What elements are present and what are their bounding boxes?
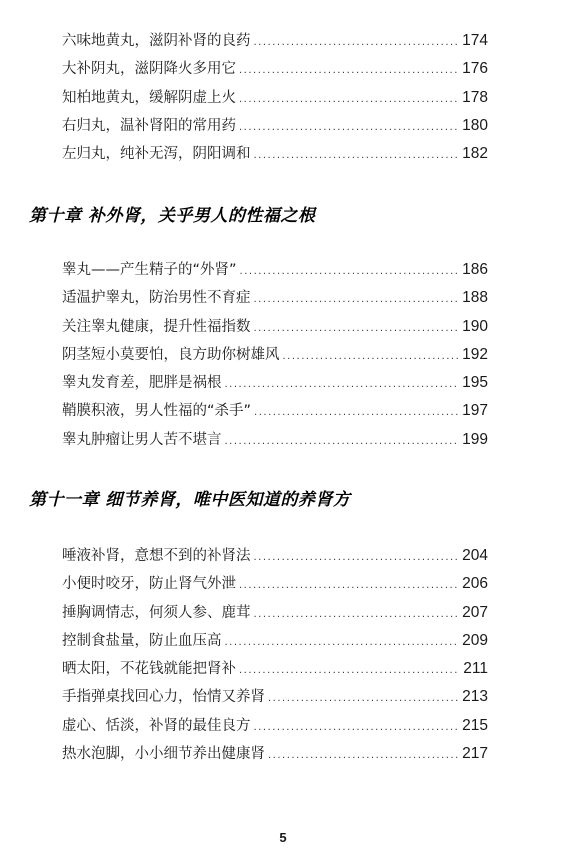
dot-leader bbox=[254, 286, 460, 314]
toc-entry-title: 捶胸调情志，何须人参、鹿茸 bbox=[62, 604, 251, 621]
toc-entry-title: 适温护睾丸，防治男性不育症 bbox=[62, 290, 251, 307]
toc-entry-page: 204 bbox=[462, 547, 488, 564]
toc-entry[interactable] bbox=[62, 112, 488, 140]
toc-entry-title: 热水泡脚，小小细节养出健康肾 bbox=[62, 746, 265, 763]
chapter-heading: 第十章 补外肾，关乎男人的性福之根 bbox=[29, 206, 316, 226]
dot-leader bbox=[239, 57, 459, 85]
toc-entry[interactable] bbox=[62, 712, 488, 740]
toc-entry[interactable] bbox=[62, 627, 488, 655]
toc-entry-page: 215 bbox=[462, 716, 488, 734]
dot-leader bbox=[268, 742, 459, 770]
toc-entry-title: 睾丸肿瘤让男人苦不堪言 bbox=[62, 431, 222, 448]
toc-entry-page: 180 bbox=[462, 116, 488, 134]
toc-entry[interactable] bbox=[62, 27, 488, 55]
toc-entry-page: 188 bbox=[462, 289, 488, 307]
dot-leader bbox=[225, 371, 460, 399]
toc-entry-title: 左归丸，纯补无泻，阴阳调和 bbox=[62, 146, 251, 163]
dot-leader bbox=[254, 714, 460, 742]
toc-entry[interactable] bbox=[62, 256, 488, 284]
toc-entry-title: 右归丸，温补肾阳的常用药 bbox=[62, 117, 236, 134]
toc-entry[interactable] bbox=[62, 84, 488, 112]
toc-entry-title: 阴茎短小莫要怕，良方助你树雄风 bbox=[62, 346, 280, 363]
toc-entry-page: 211 bbox=[463, 660, 488, 678]
toc-section-continued bbox=[62, 27, 488, 168]
toc-entry[interactable] bbox=[62, 683, 488, 711]
toc-section-chapter-10 bbox=[62, 256, 488, 454]
toc-entry-title: 六味地黄丸，滋阴补肾的良药 bbox=[62, 33, 251, 49]
toc-entry[interactable] bbox=[62, 542, 488, 570]
page-number: 5 bbox=[279, 830, 287, 845]
toc-entry-page: 190 bbox=[462, 317, 488, 335]
toc-entry-page: 182 bbox=[462, 145, 488, 163]
toc-entry[interactable] bbox=[62, 570, 488, 598]
dot-leader bbox=[254, 29, 460, 57]
toc-entry[interactable] bbox=[62, 655, 488, 683]
toc-entry-page: 178 bbox=[462, 88, 488, 106]
toc-entry-title: 控制食盐量，防止血压高 bbox=[62, 632, 222, 649]
toc-entry-title: 知柏地黄丸，缓解阴虚上火 bbox=[62, 89, 236, 106]
dot-leader bbox=[268, 685, 459, 713]
dot-leader bbox=[239, 572, 459, 600]
toc-entry-page: 195 bbox=[462, 374, 488, 392]
dot-leader bbox=[225, 629, 460, 657]
chapter-heading: 第十一章 细节养肾，唯中医知道的养肾方 bbox=[29, 490, 351, 510]
toc-entry[interactable] bbox=[62, 313, 488, 341]
toc-entry[interactable] bbox=[62, 284, 488, 312]
toc-entry-page: 207 bbox=[462, 603, 488, 621]
toc-entry[interactable] bbox=[62, 599, 488, 627]
toc-entry-page: 209 bbox=[462, 631, 488, 649]
toc-entry-page: 197 bbox=[462, 402, 488, 420]
dot-leader bbox=[254, 315, 460, 343]
toc-entry-page: 192 bbox=[462, 345, 488, 363]
dot-leader bbox=[239, 657, 459, 685]
dot-leader bbox=[240, 258, 459, 286]
dot-leader bbox=[254, 399, 459, 427]
dot-leader bbox=[225, 428, 460, 456]
toc-entry[interactable] bbox=[62, 369, 488, 397]
toc-entry[interactable] bbox=[62, 140, 488, 168]
toc-entry-page: 174 bbox=[462, 32, 488, 49]
toc-entry-title: 小便时咬牙，防止肾气外泄 bbox=[62, 576, 236, 593]
toc-entry[interactable] bbox=[62, 740, 488, 768]
toc-entry-page: 199 bbox=[462, 430, 488, 448]
toc-entry-page: 213 bbox=[462, 688, 488, 706]
dot-leader bbox=[283, 343, 460, 371]
toc-entry-title: 鞘膜积液，男人性福的“杀手” bbox=[62, 403, 252, 420]
toc-entry[interactable] bbox=[62, 341, 488, 369]
dot-leader bbox=[254, 142, 460, 170]
toc-entry-title: 睾丸——产生精子的“外肾” bbox=[62, 262, 237, 278]
toc-entry-title: 晒太阳，不花钱就能把肾补 bbox=[62, 661, 236, 678]
toc-entry-title: 手指弹桌找回心力，怡情又养肾 bbox=[62, 689, 265, 706]
dot-leader bbox=[239, 86, 459, 114]
toc-entry-page: 217 bbox=[462, 745, 488, 763]
toc-entry[interactable] bbox=[62, 55, 488, 83]
toc-entry-title: 关注睾丸健康，提升性福指数 bbox=[62, 318, 251, 335]
toc-entry[interactable] bbox=[62, 426, 488, 454]
toc-entry-title: 睾丸发育差，肥胖是祸根 bbox=[62, 375, 222, 392]
toc-entry-page: 176 bbox=[462, 60, 488, 78]
toc-section-chapter-11 bbox=[62, 542, 488, 768]
dot-leader bbox=[239, 114, 459, 142]
toc-entry-page: 186 bbox=[462, 261, 488, 278]
dot-leader bbox=[254, 544, 460, 572]
toc-entry-title: 虚心、恬淡，补肾的最佳良方 bbox=[62, 717, 251, 734]
toc-entry-title: 大补阴丸，滋阴降火多用它 bbox=[62, 61, 236, 78]
toc-entry-page: 206 bbox=[462, 575, 488, 593]
dot-leader bbox=[254, 601, 460, 629]
toc-entry-title: 唾液补肾，意想不到的补肾法 bbox=[62, 548, 251, 564]
toc-entry[interactable] bbox=[62, 397, 488, 425]
